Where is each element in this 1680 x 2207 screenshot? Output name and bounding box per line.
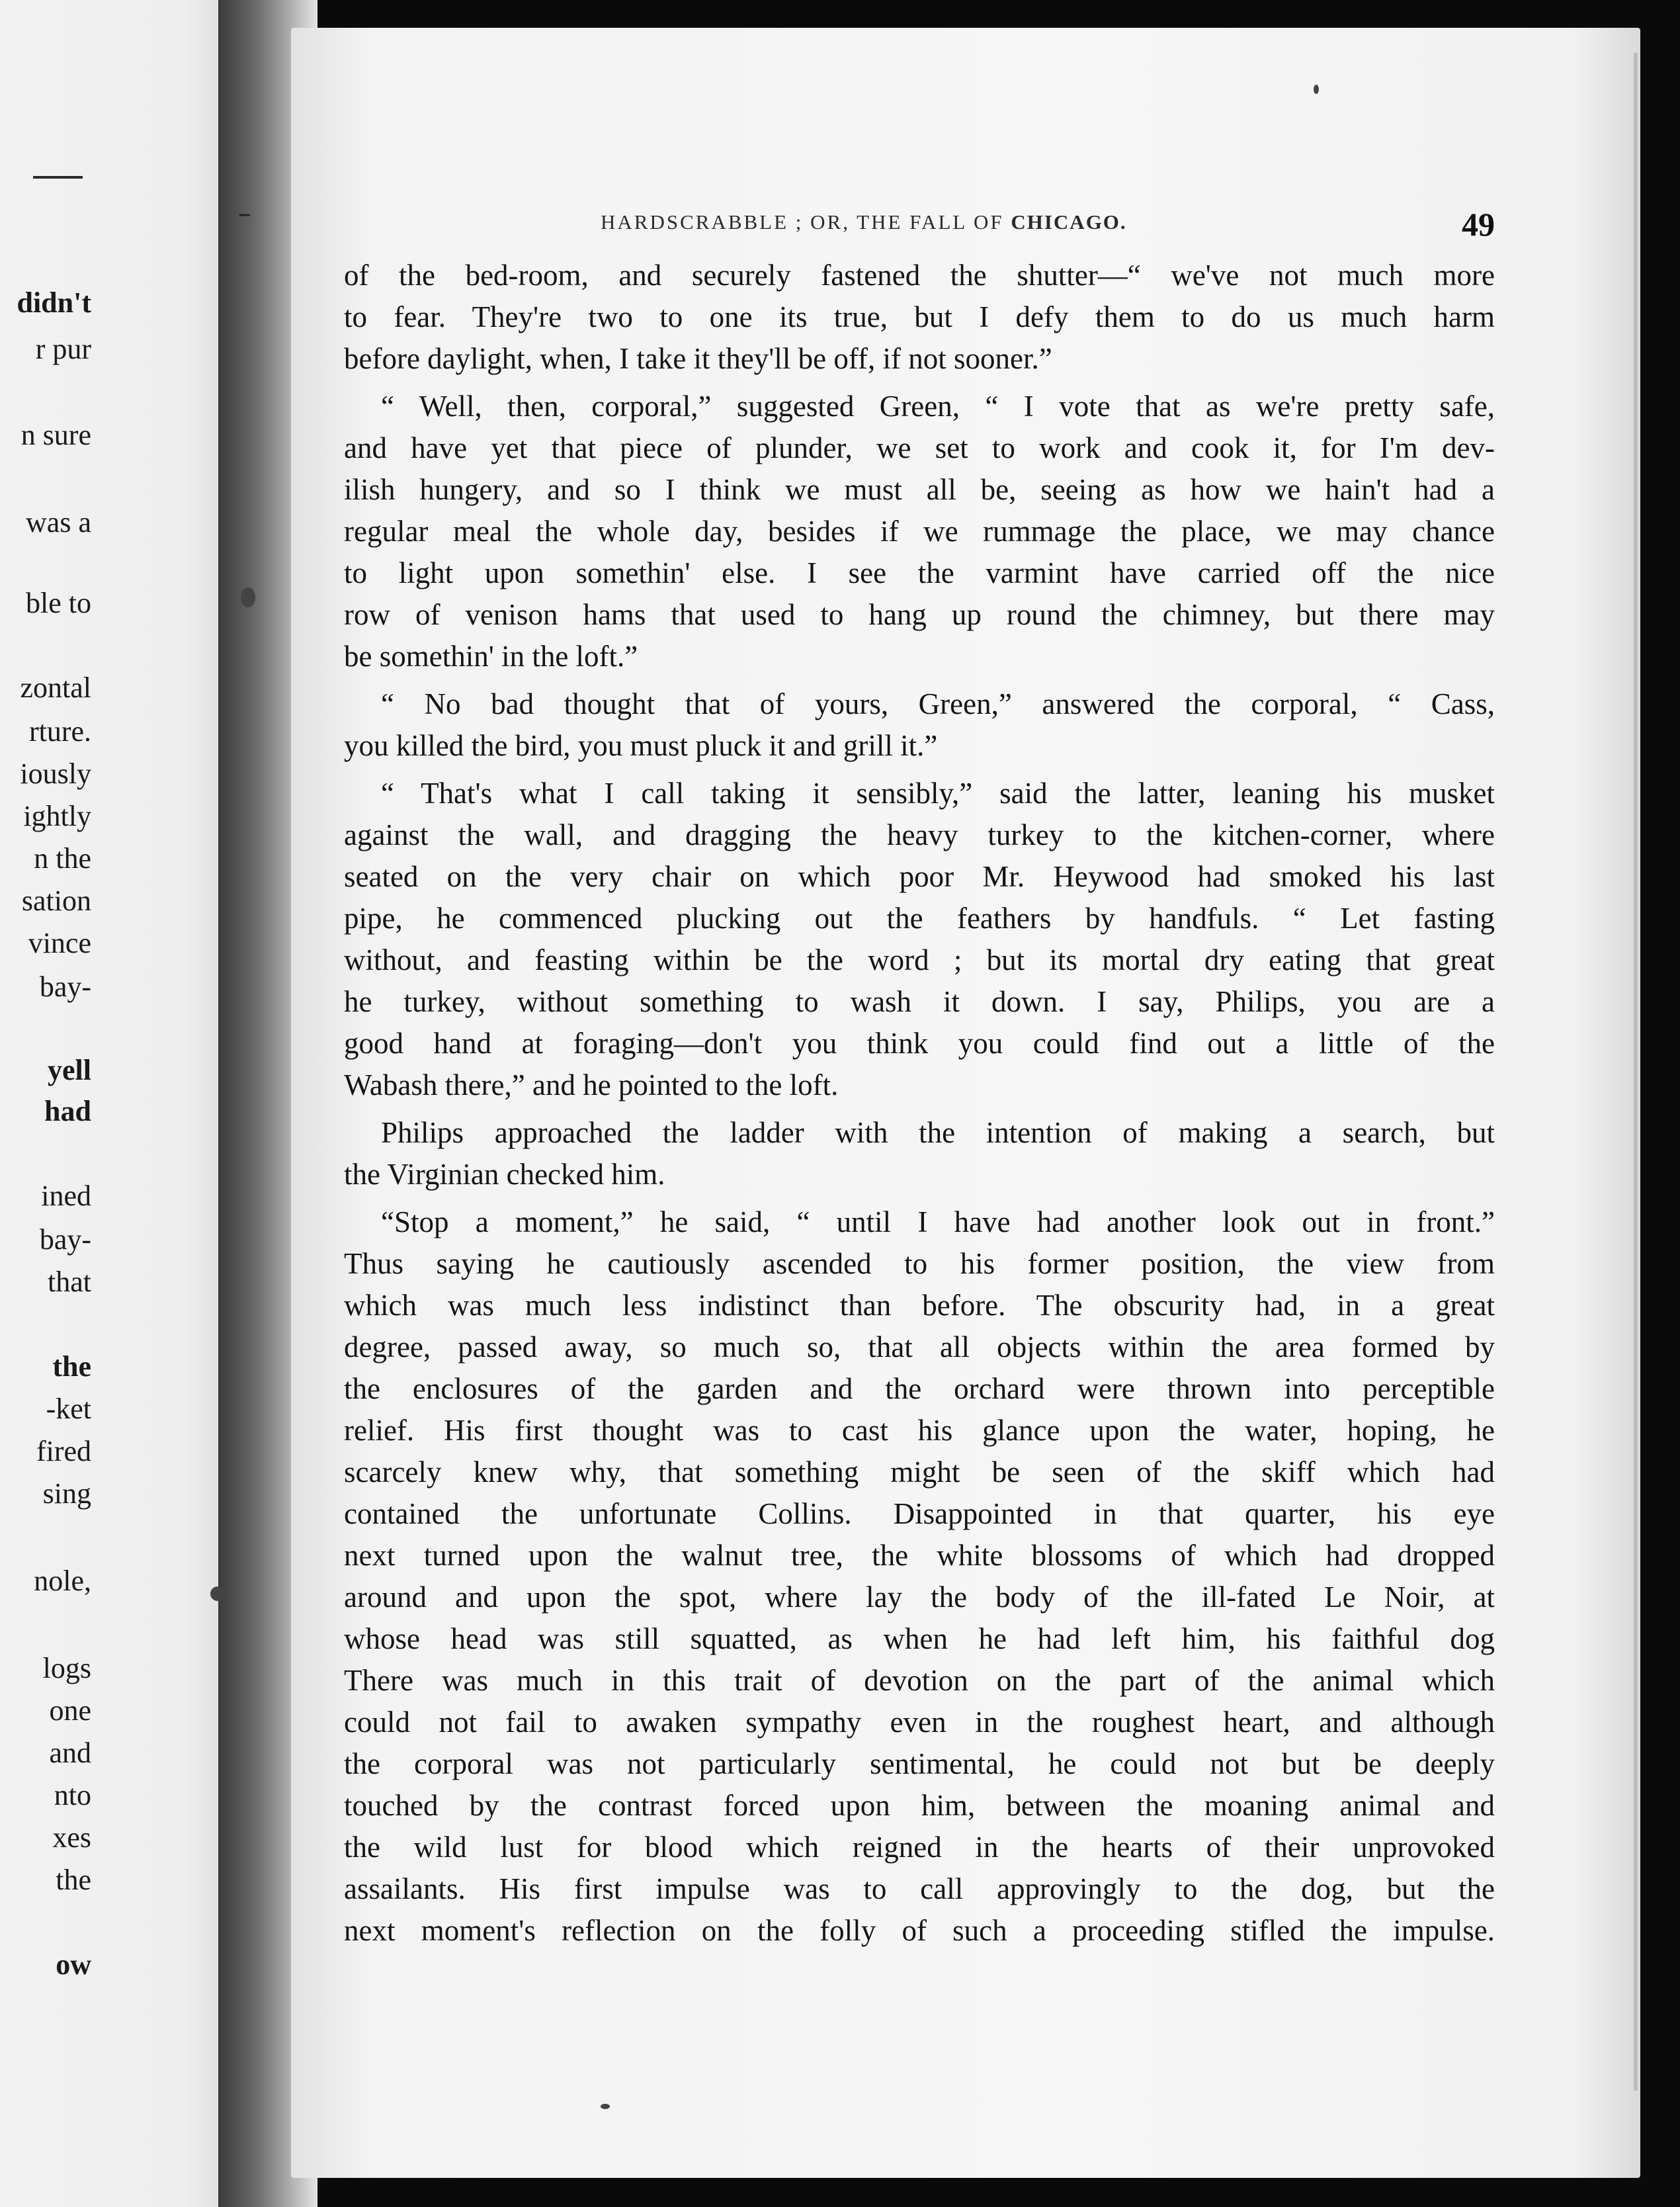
left-page-fragment: fired — [36, 1435, 91, 1467]
left-page-fragment: logs — [42, 1652, 91, 1684]
left-page-fragment: ined — [41, 1180, 91, 1212]
text-line: to light upon somethin' else. I see the varmint have carried off the nice — [344, 556, 1495, 589]
left-page-fragment: the — [52, 1350, 91, 1383]
text-line: the corporal was not particularly sentimental, he could not but be deeply — [344, 1747, 1495, 1780]
text-line: without, and feasting within be the word ; but its mortal dry eating that great — [344, 943, 1495, 976]
text-line: be somethin' in the loft.” — [344, 640, 638, 673]
left-page-fragment: rture. — [28, 715, 91, 748]
left-page-fragment: iously — [20, 757, 91, 790]
text-line: of the bed-room, and securely fastened the shutter—“ we've not much more — [344, 259, 1495, 292]
left-page-fragment: bay- — [39, 1223, 91, 1256]
left-page-fragment: and — [49, 1737, 91, 1769]
text-line: he turkey, without something to wash it down. I say, Philips, you are a — [344, 985, 1495, 1018]
left-page-fragment: zontal — [20, 671, 91, 704]
left-page-rule — [33, 176, 83, 179]
left-page-fragment: vince — [28, 927, 91, 959]
text-line: and have yet that piece of plunder, we set to work and cook it, for I'm dev- — [344, 431, 1495, 464]
left-page-fragment: the — [56, 1864, 91, 1896]
text-line: could not fail to awaken sympathy even in the roughest heart, and although — [344, 1706, 1495, 1739]
text-line: you killed the bird, you must pluck it and grill it.” — [344, 729, 938, 762]
text-line: seated on the very chair on which poor Mr. Heywood had smoked his last — [344, 860, 1495, 893]
text-line: next moment's reflection on the folly of such a proceeding stifled the impulse. — [344, 1914, 1495, 1947]
binding-speck — [241, 587, 255, 607]
text-line: regular meal the whole day, besides if we rummage the place, we may chance — [344, 515, 1495, 548]
text-line: the wild lust for blood which reigned in the hearts of their unprovoked — [344, 1831, 1495, 1864]
left-page-fragment: sation — [21, 885, 91, 917]
page-speck — [1314, 85, 1319, 94]
text-line: Philips approached the ladder with the intention of making a search, but — [381, 1116, 1495, 1149]
left-page-fragment: xes — [52, 1821, 91, 1854]
text-line: to fear. They're two to one its true, but I defy them to do us much harm — [344, 300, 1495, 333]
running-head — [601, 210, 1308, 234]
text-line: contained the unfortunate Collins. Disappointed in that quarter, his eye — [344, 1497, 1495, 1530]
left-page-fragment: that — [48, 1266, 91, 1298]
left-page-fragment: had — [44, 1095, 91, 1127]
text-line: row of venison hams that used to hang up round the chimney, but there may — [344, 598, 1495, 631]
left-page-fragment: nole, — [34, 1565, 91, 1597]
left-page-fragment: ightly — [23, 800, 91, 832]
left-page-fragment: was a — [26, 506, 91, 539]
left-page-fragment: -ket — [46, 1393, 91, 1425]
text-line: which was much less indistinct than before. The obscurity had, in a great — [344, 1289, 1495, 1322]
text-line: around and upon the spot, where lay the body of the ill-fated Le Noir, at — [344, 1580, 1495, 1614]
left-page-fragment: ble to — [26, 587, 91, 619]
page-number: 49 — [1462, 206, 1495, 243]
page-speck — [601, 2104, 610, 2109]
text-line: good hand at foraging—don't you think you could find out a little of the — [344, 1027, 1495, 1060]
gutter-mark: – — [238, 198, 251, 229]
binding-speck — [210, 1586, 225, 1601]
text-line: ilish hungery, and so I think we must all be, seeing as how we hain't had a — [344, 473, 1495, 506]
text-line: “ That's what I call taking it sensibly,” said the latter, leaning his musket — [381, 777, 1495, 810]
text-line: “ Well, then, corporal,” suggested Green, “ I vote that as we're pretty safe, — [381, 390, 1495, 423]
left-page-fragment: didn't — [17, 286, 91, 319]
text-line: the enclosures of the garden and the orchard were thrown into perceptible — [344, 1372, 1495, 1405]
text-line: before daylight, when, I take it they'll be off, if not sooner.” — [344, 342, 1052, 375]
text-line: whose head was still squatted, as when he had left him, his faithful dog — [344, 1622, 1495, 1655]
text-line: There was much in this trait of devotion on the part of the animal which — [344, 1664, 1495, 1697]
left-page-fragment: r pur — [35, 333, 91, 365]
body-text — [344, 255, 1495, 1952]
text-line: pipe, he commenced plucking out the feathers by handfuls. “ Let fasting — [344, 902, 1495, 935]
text-line: assailants. His first impulse was to call approvingly to the dog, but the — [344, 1872, 1495, 1905]
left-page-fragment: one — [49, 1694, 91, 1727]
left-page-fragment: n sure — [21, 419, 91, 451]
page-edge — [1634, 53, 1638, 2091]
text-line: Wabash there,” and he pointed to the loft. — [344, 1068, 839, 1102]
left-page-fragment: ow — [56, 1948, 91, 1981]
left-page-fragment: bay- — [39, 971, 91, 1003]
text-line: degree, passed away, so much so, that all objects within the area formed by — [344, 1330, 1495, 1363]
text-line: relief. His first thought was to cast his glance upon the water, hoping, he — [344, 1414, 1495, 1447]
text-line: next turned upon the walnut tree, the white blossoms of which had dropped — [344, 1539, 1495, 1572]
running-head-title: HARDSCRABBLE ; OR, THE FALL OF — [601, 210, 1011, 234]
text-line: “Stop a moment,” he said, “ until I have had another look out in front.” — [381, 1205, 1495, 1238]
text-line: touched by the contrast forced upon him, between the moaning animal and — [344, 1789, 1495, 1822]
left-page-fragment: sing — [42, 1477, 91, 1510]
text-line: scarcely knew why, that something might be seen of the skiff which had — [344, 1455, 1495, 1489]
left-page-fragment: yell — [48, 1054, 91, 1086]
text-line: the Virginian checked him. — [344, 1158, 665, 1191]
left-page-fragment: nto — [54, 1779, 91, 1811]
running-head-emphasis: CHICAGO. — [1011, 210, 1127, 234]
left-page-fragment: n the — [34, 842, 91, 875]
text-line: against the wall, and dragging the heavy turkey to the kitchen-corner, where — [344, 818, 1495, 851]
text-line: “ No bad thought that of yours, Green,” answered the corporal, “ Cass, — [381, 687, 1495, 720]
text-line: Thus saying he cautiously ascended to his former position, the view from — [344, 1247, 1495, 1280]
